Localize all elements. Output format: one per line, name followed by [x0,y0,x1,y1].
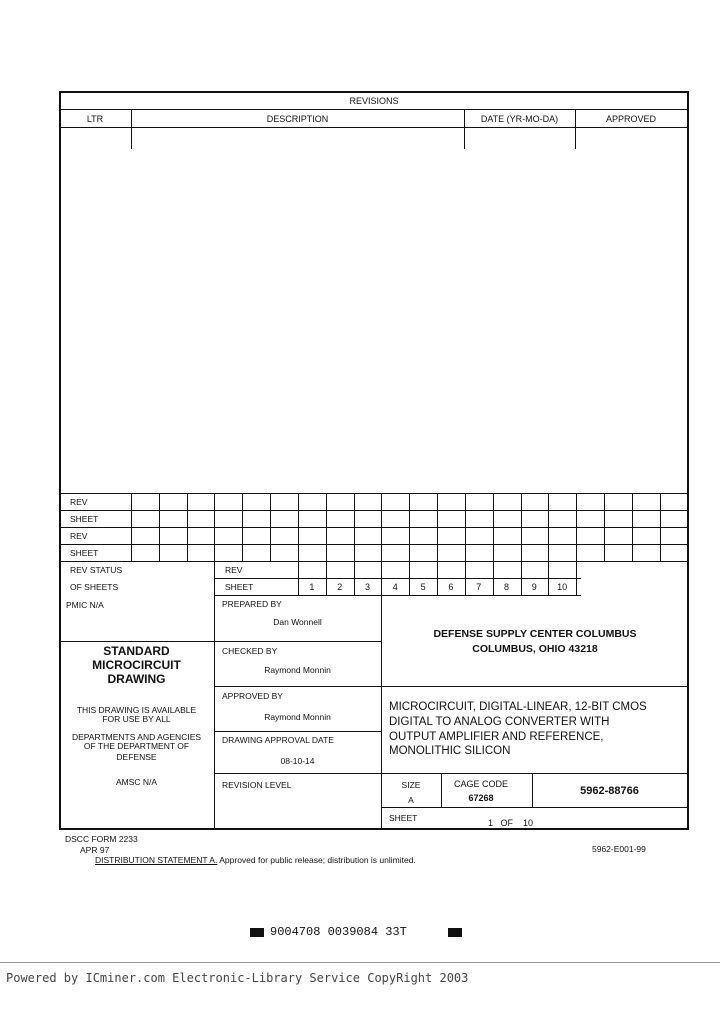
grid-v-17 [604,493,605,561]
grid-v-12 [465,493,466,595]
of-sheets-label: OF SHEETS [70,582,119,592]
grid-v-14 [521,493,522,595]
size-label: SIZE [401,780,421,790]
grid-v-6 [298,493,299,595]
barcode-block-right [448,928,462,937]
drawing-title-line-4: MONOLITHIC SILICON [389,745,511,757]
sheet-number-1: 1 [309,582,315,592]
rev-label: REV [225,565,243,575]
barcode-block-left [250,928,264,937]
grid-v-0 [131,493,132,561]
revision-level-label: REVISION LEVEL [222,780,292,790]
distribution-statement [95,855,416,865]
sig-div-4 [214,773,689,774]
powered-by: Powered by ICminer.com Electronic-Library Service CopyRight 2003 [6,971,469,985]
sheet-number-4: 4 [392,582,398,592]
form-number: DSCC FORM 2233 [65,834,138,844]
dept-line-2: OF THE DEPARTMENT OF [83,741,190,751]
grid-v-9 [381,493,382,595]
checked-label: CHECKED BY [222,646,278,656]
grid-v-3 [214,493,215,561]
approved-name: Raymond Monnin [264,712,331,722]
sheet-number-5: 5 [420,582,426,592]
approval-date-label: DRAWING APPROVAL DATE [222,735,334,745]
row-sheet-1: SHEET [70,514,99,524]
grid-v-7 [326,493,327,595]
barcode-text: 9004708 0039084 33T [270,925,407,939]
dept-line-1: DEPARTMENTS AND AGENCIES [71,732,202,742]
sheet-number-7: 7 [476,582,482,592]
grid-v-19 [660,493,661,561]
sheet-of-value: 1 OF 10 [488,818,534,828]
row-sheet-2: SHEET [70,548,99,558]
col-approved: APPROVED [605,114,656,124]
grid-h1 [59,510,689,511]
cage-label: CAGE CODE [453,779,508,789]
grid-v-5 [270,493,271,561]
sig-div-2 [214,686,381,687]
avail-line-2: FOR USE BY ALL [102,714,171,724]
ident-div [381,807,689,808]
prepared-label: PREPARED BY [222,599,282,609]
sig-div-1 [214,641,381,642]
pmic-label: PMIC N/A [66,600,104,610]
dscc-line-2: COLUMBUS, OHIO 43218 [472,643,598,655]
grid-v-13 [493,493,494,595]
sheet-number-8: 8 [503,582,509,592]
frame-right [687,91,689,830]
grid-h4 [59,561,689,562]
avail-line-1: THIS DRAWING IS AVAILABLE [76,705,197,715]
sheet-label: SHEET [225,582,254,592]
drawing-number: 5962-88766 [580,785,639,797]
frame-top [59,91,689,93]
drawing-title-line-1: MICROCIRCUIT, DIGITAL-LINEAR, 12-BIT CMOS [389,701,647,713]
drawing-title: DRAWING [107,672,166,686]
sig-div-3 [214,731,381,732]
title-top [381,686,689,687]
sheet-number-9: 9 [531,582,537,592]
grid-v-1 [159,493,160,561]
approval-date: 08-10-14 [280,756,315,766]
col-ltr: LTR [86,114,104,124]
dscc-line-1: DEFENSE SUPPLY CENTER COLUMBUS [433,628,637,640]
grid-v-15 [548,493,549,595]
form-code: 5962-E001-99 [592,844,646,854]
grid-h0 [59,493,689,494]
revisions-title: REVISIONS [349,96,399,106]
sheet-number-10: 10 [557,582,568,592]
amsc-label: AMSC N/A [115,777,158,787]
distribution-text: Approved for public release; distribution is unlimited. [219,855,416,865]
sheet-number-6: 6 [448,582,454,592]
size-value: A [408,795,414,805]
sheet-number-3: 3 [364,582,370,592]
rev-status-label: REV STATUS [70,565,123,575]
sheet-label-bottom: SHEET [389,813,418,823]
sheet-number-2: 2 [337,582,343,592]
microcircuit-title: MICROCIRCUIT [92,658,181,672]
cage-value: 67268 [468,793,494,803]
std-top [59,641,215,642]
frame-bottom [59,828,689,830]
grid-v-11 [437,493,438,595]
grid-h5 [214,578,581,579]
grid-h6 [214,595,581,596]
row-rev-1: REV [70,497,88,507]
distribution-label: DISTRIBUTION STATEMENT A. [95,855,218,865]
sig-col-left [214,561,215,828]
drawing-title-line-3: OUTPUT AMPLIFIER AND REFERENCE, [389,731,604,743]
grid-v-4 [242,493,243,561]
grid-h2 [59,527,689,528]
col-description: DESCRIPTION [266,114,329,124]
approved-label: APPROVED BY [222,691,283,701]
dept-line-3: DEFENSE [116,752,157,762]
footer-rule [0,962,720,963]
grid-v-8 [354,493,355,595]
grid-h3 [59,544,689,545]
standard-title: STANDARD [103,644,170,658]
prepared-name: Dan Wonnell [273,617,322,627]
drawing-title-line-2: DIGITAL TO ANALOG CONVERTER WITH [389,716,610,728]
grid-v-10 [409,493,410,595]
checked-name: Raymond Monnin [264,665,331,675]
row-rev-2: REV [70,531,88,541]
rev-divider-1 [59,109,689,110]
form-date: APR 97 [80,845,110,855]
grid-v-16 [576,493,577,595]
grid-v-18 [632,493,633,561]
col-date: DATE (YR-MO-DA) [480,114,559,124]
rev-divider-2 [59,127,689,128]
grid-v-2 [187,493,188,561]
